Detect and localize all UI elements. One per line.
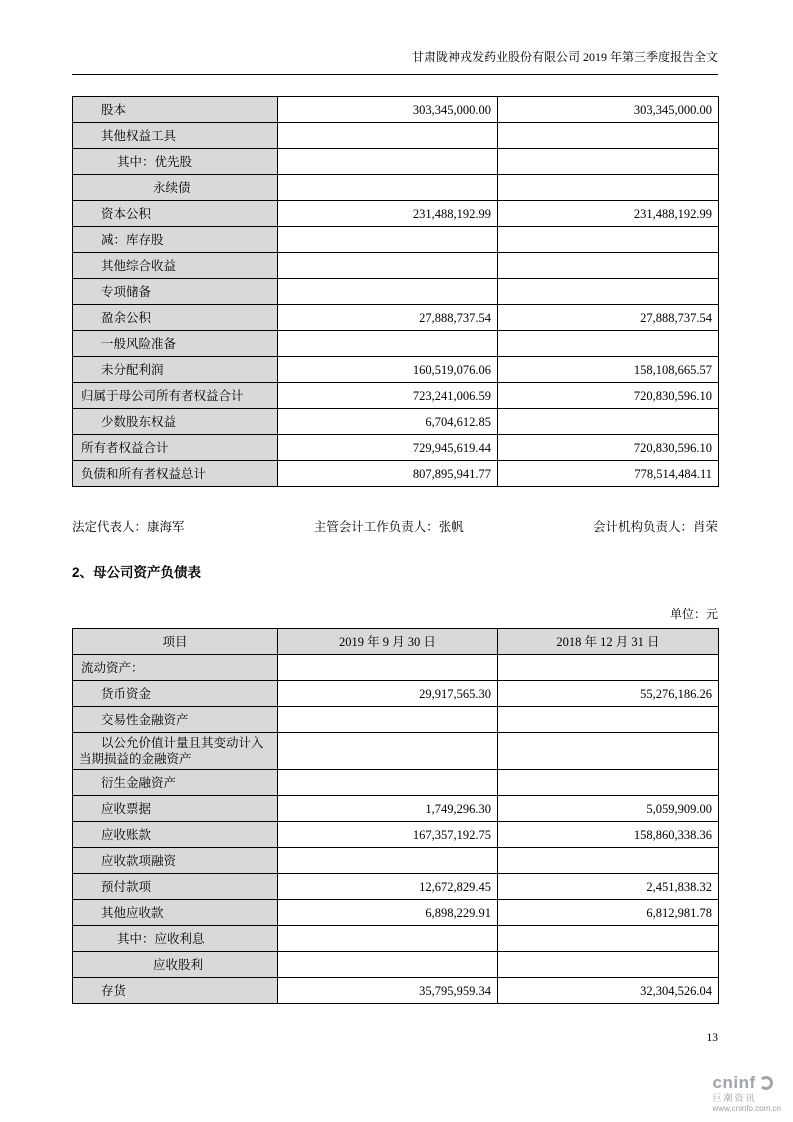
row-value-current: 231,488,192.99 — [278, 201, 498, 227]
table-row — [73, 874, 719, 900]
row-value-prior — [498, 770, 719, 796]
cninfo-wordmark: cninf — [712, 1073, 756, 1092]
row-label: 以公允价值计量且其变动计入当期损益的金融资产 — [73, 733, 278, 770]
row-value-prior — [498, 409, 719, 435]
row-value-prior — [498, 926, 719, 952]
table-row — [73, 822, 719, 848]
table-row — [73, 655, 719, 681]
row-label: 归属于母公司所有者权益合计 — [73, 383, 278, 409]
row-label: 永续债 — [73, 175, 278, 201]
row-label: 预付款项 — [73, 874, 278, 900]
row-label: 应收股利 — [73, 952, 278, 978]
row-label: 未分配利润 — [73, 357, 278, 383]
table-row — [73, 435, 719, 461]
row-value-current: 12,672,829.45 — [278, 874, 498, 900]
row-label: 流动资产： — [73, 655, 278, 681]
row-label: 少数股东权益 — [73, 409, 278, 435]
document-header-title: 甘肃陇神戎发药业股份有限公司 2019 年第三季度报告全文 — [72, 50, 718, 75]
row-label: 存货 — [73, 978, 278, 1004]
parent-balance-sheet-table — [72, 628, 719, 1004]
row-label: 其他权益工具 — [73, 123, 278, 149]
row-label: 专项储备 — [73, 279, 278, 305]
row-value-prior — [498, 227, 719, 253]
row-value-current: 6,704,612.85 — [278, 409, 498, 435]
row-value-prior — [498, 848, 719, 874]
cninfo-url: www.cninfo.com.cn — [712, 1104, 781, 1113]
table-row — [73, 253, 719, 279]
row-value-prior: 5,059,909.00 — [498, 796, 719, 822]
signatories-line — [72, 519, 718, 535]
row-label: 盈余公积 — [73, 305, 278, 331]
table-row — [73, 383, 719, 409]
table-row — [73, 357, 719, 383]
table-row — [73, 681, 719, 707]
table-row — [73, 227, 719, 253]
row-label: 其中：优先股 — [73, 149, 278, 175]
row-value-prior: 778,514,484.11 — [498, 461, 719, 487]
row-value-prior: 158,108,665.57 — [498, 357, 719, 383]
row-label: 其中：应收利息 — [73, 926, 278, 952]
row-value-current — [278, 770, 498, 796]
table-row — [73, 409, 719, 435]
row-value-current — [278, 227, 498, 253]
table-header-row — [73, 629, 719, 655]
table-row — [73, 952, 719, 978]
row-value-current — [278, 952, 498, 978]
row-value-current: 167,357,192.75 — [278, 822, 498, 848]
row-value-current — [278, 149, 498, 175]
row-value-current: 303,345,000.00 — [278, 97, 498, 123]
equity-table-body — [73, 97, 719, 487]
row-value-prior: 231,488,192.99 — [498, 201, 719, 227]
row-value-current — [278, 707, 498, 733]
unit-label: 单位：元 — [669, 607, 718, 621]
row-value-current: 1,749,296.30 — [278, 796, 498, 822]
row-value-prior — [498, 149, 719, 175]
table-row — [73, 175, 719, 201]
parent-balance-sheet-body — [73, 655, 719, 1004]
row-value-prior: 32,304,526.04 — [498, 978, 719, 1004]
row-value-prior — [498, 253, 719, 279]
row-value-prior — [498, 175, 719, 201]
row-value-prior: 720,830,596.10 — [498, 383, 719, 409]
table-row — [73, 279, 719, 305]
row-value-current: 35,795,959.34 — [278, 978, 498, 1004]
table-row — [73, 201, 719, 227]
row-value-current: 6,898,229.91 — [278, 900, 498, 926]
row-value-current — [278, 175, 498, 201]
row-value-prior: 303,345,000.00 — [498, 97, 719, 123]
section-title: 2、母公司资产负债表 — [72, 565, 202, 580]
accounting-head: 主管会计工作负责人：张帆 — [313, 520, 464, 534]
table-row — [73, 733, 719, 770]
cninfo-chinese-name: 巨潮资讯 — [712, 1093, 757, 1103]
row-label: 应收账款 — [73, 822, 278, 848]
row-value-prior: 6,812,981.78 — [498, 900, 719, 926]
row-value-current: 807,895,941.77 — [278, 461, 498, 487]
equity-table — [72, 96, 719, 487]
table-row — [73, 900, 719, 926]
cninfo-logo-row — [713, 1073, 781, 1093]
page-number: 13 — [706, 1032, 718, 1044]
row-value-current: 723,241,006.59 — [278, 383, 498, 409]
column-header-date-2018: 2018 年 12 月 31 日 — [498, 629, 719, 655]
accounting-org-head: 会计机构负责人：肖荣 — [592, 520, 718, 534]
row-label: 所有者权益合计 — [73, 435, 278, 461]
row-label: 其他应收款 — [73, 900, 278, 926]
row-value-current: 27,888,737.54 — [278, 305, 498, 331]
row-value-current — [278, 253, 498, 279]
table-row — [73, 796, 719, 822]
row-value-prior — [498, 123, 719, 149]
cninfo-ring-icon — [759, 1076, 773, 1090]
row-label: 一般风险准备 — [73, 331, 278, 357]
row-label: 其他综合收益 — [73, 253, 278, 279]
table-row — [73, 978, 719, 1004]
row-value-prior — [498, 331, 719, 357]
row-label: 应收款项融资 — [73, 848, 278, 874]
row-value-prior — [498, 655, 719, 681]
legal-representative: 法定代表人：康海军 — [72, 520, 185, 534]
row-label: 交易性金融资产 — [73, 707, 278, 733]
table-row — [73, 123, 719, 149]
row-value-current — [278, 279, 498, 305]
row-value-current: 29,917,565.30 — [278, 681, 498, 707]
cninfo-logo — [713, 1073, 781, 1114]
row-label: 负债和所有者权益总计 — [73, 461, 278, 487]
row-label: 货币资金 — [73, 681, 278, 707]
row-label: 减：库存股 — [73, 227, 278, 253]
row-label: 衍生金融资产 — [73, 770, 278, 796]
row-value-prior: 2,451,838.32 — [498, 874, 719, 900]
table-row — [73, 305, 719, 331]
row-value-prior: 27,888,737.54 — [498, 305, 719, 331]
row-value-prior: 55,276,186.26 — [498, 681, 719, 707]
row-label: 股本 — [73, 97, 278, 123]
row-value-prior — [498, 733, 719, 770]
table-row — [73, 770, 719, 796]
row-value-prior — [498, 707, 719, 733]
table-row — [73, 461, 719, 487]
table-row — [73, 848, 719, 874]
row-value-current — [278, 926, 498, 952]
table-row — [73, 707, 719, 733]
row-value-current — [278, 123, 498, 149]
row-label: 应收票据 — [73, 796, 278, 822]
row-value-prior: 720,830,596.10 — [498, 435, 719, 461]
row-value-current — [278, 655, 498, 681]
row-value-current — [278, 733, 498, 770]
table-row — [73, 331, 719, 357]
row-value-prior — [498, 952, 719, 978]
row-value-current — [278, 331, 498, 357]
column-header-item: 项目 — [73, 629, 278, 655]
row-value-current: 729,945,619.44 — [278, 435, 498, 461]
table-row — [73, 926, 719, 952]
row-value-prior: 158,860,338.36 — [498, 822, 719, 848]
table-row — [73, 97, 719, 123]
row-label: 资本公积 — [73, 201, 278, 227]
column-header-date-2019: 2019 年 9 月 30 日 — [278, 629, 498, 655]
row-value-prior — [498, 279, 719, 305]
row-value-current — [278, 848, 498, 874]
table-row — [73, 149, 719, 175]
row-value-current: 160,519,076.06 — [278, 357, 498, 383]
